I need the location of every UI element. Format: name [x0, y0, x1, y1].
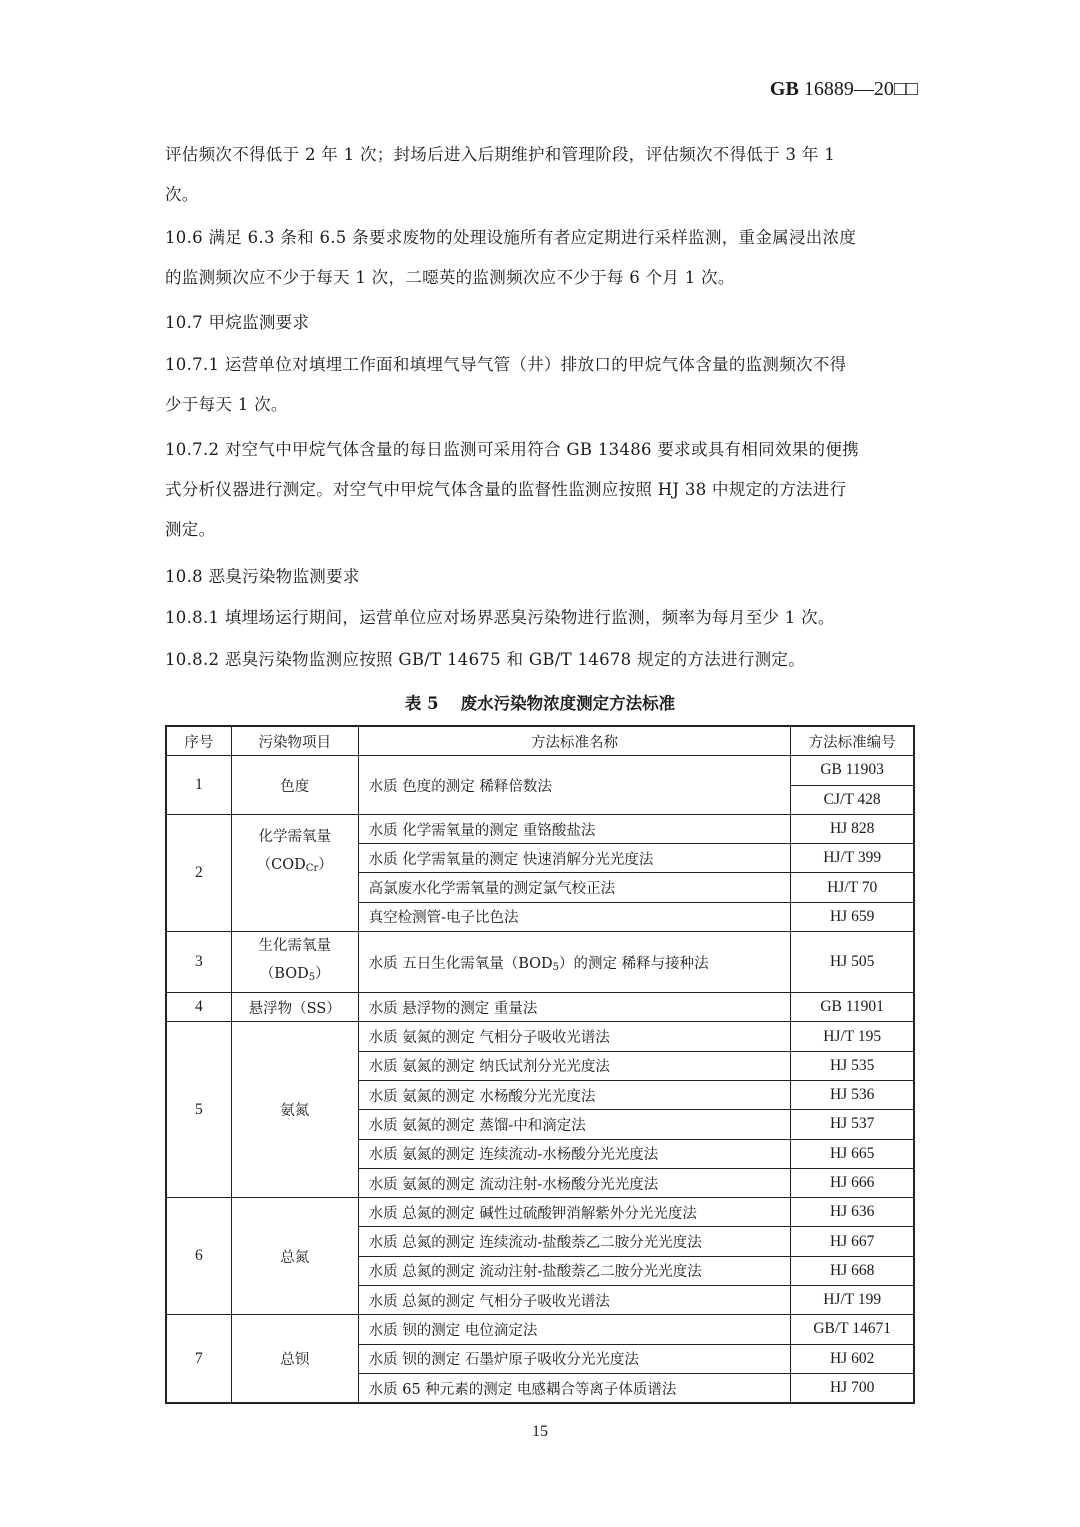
method-name-tail: ）的测定 稀释与接种法: [559, 955, 709, 972]
pollutant-item: 总钡: [231, 1315, 358, 1403]
abbrev-close: ）: [315, 966, 330, 983]
method-code: GB 11903: [791, 756, 914, 785]
table-row: [166, 1022, 914, 1051]
method-name: 真空检测管-电子比色法: [358, 902, 791, 931]
abbrev-subscript: Cr: [305, 862, 319, 874]
table-caption-label: 表 5: [404, 694, 439, 713]
table-row: [166, 814, 914, 843]
method-name: 水质 总氮的测定 气相分子吸收光谱法: [358, 1286, 791, 1315]
method-code: GB/T 14671: [791, 1315, 914, 1344]
method-code: HJ 666: [791, 1168, 914, 1197]
table-caption-title: 废水污染物浓度测定方法标准: [460, 694, 676, 713]
method-code: GB 11901: [791, 993, 914, 1022]
table-row: [166, 756, 914, 785]
method-name: 水质 氨氮的测定 气相分子吸收光谱法: [358, 1022, 791, 1051]
text-line: 的监测频次应不少于每天 1 次，二噁英的监测频次应不少于每 6 个月 1 次。: [165, 268, 735, 287]
methods-table: [165, 725, 915, 1404]
method-code: HJ/T 199: [791, 1286, 914, 1315]
pollutant-abbrev: [232, 960, 358, 992]
standard-prefix: GB: [769, 78, 799, 100]
pollutant-item: [231, 814, 358, 931]
table-header-row: [166, 726, 914, 756]
paragraph-10-7-2: [165, 430, 917, 550]
pollutant-item: 总氮: [231, 1198, 358, 1315]
pollutant-item: 氨氮: [231, 1022, 358, 1198]
text-line: 评估频次不得低于 2 年 1 次；封场后进入后期维护和管理阶段，评估频次不得低于 3 年 1: [165, 145, 836, 164]
method-name: [358, 932, 791, 993]
method-name: 高氯废水化学需氧量的测定氯气校正法: [358, 873, 791, 902]
method-name: 水质 色度的测定 稀释倍数法: [358, 756, 791, 815]
method-code: HJ 537: [791, 1110, 914, 1139]
method-name: 水质 化学需氧量的测定 快速消解分光光度法: [358, 844, 791, 873]
text-line: 10.7 甲烷监测要求: [165, 313, 310, 332]
pollutant-item: 悬浮物（SS）: [231, 993, 358, 1022]
method-code: HJ/T 399: [791, 844, 914, 873]
method-code: CJ/T 428: [791, 785, 914, 814]
method-name: 水质 氨氮的测定 水杨酸分光光度法: [358, 1080, 791, 1109]
text-line: 10.8 恶臭污染物监测要求: [165, 567, 360, 586]
header-no: 序号: [166, 726, 231, 756]
method-name: 水质 总氮的测定 碱性过硫酸钾消解紫外分光光度法: [358, 1198, 791, 1227]
row-no: 2: [166, 814, 231, 931]
abbrev-text: （BOD: [259, 966, 309, 983]
method-name: 水质 氨氮的测定 连续流动-水杨酸分光光度法: [358, 1139, 791, 1168]
pollutant-name: 化学需氧量: [258, 828, 331, 845]
standard-code: [770, 78, 918, 101]
table-row: [166, 932, 914, 993]
method-name: 水质 65 种元素的测定 电感耦合等离子体质谱法: [358, 1373, 791, 1403]
header-method-code: 方法标准编号: [791, 726, 914, 756]
method-code: HJ 536: [791, 1080, 914, 1109]
page-number: 15: [532, 1423, 548, 1440]
pollutant-name: 生化需氧量: [258, 938, 331, 955]
table-caption: [0, 690, 1080, 714]
method-code: HJ 828: [791, 814, 914, 843]
abbrev-close: ）: [318, 856, 333, 873]
pollutant-abbrev: [232, 851, 358, 883]
text-line: 少于每天 1 次。: [165, 395, 288, 414]
method-code: HJ 659: [791, 902, 914, 931]
standard-number: 16889—20□□: [798, 78, 918, 100]
method-code: HJ 602: [791, 1344, 914, 1373]
paragraph-assessment-frequency: [165, 135, 917, 215]
pollutant-item: 色度: [231, 756, 358, 815]
text-line: 10.6 满足 6.3 条和 6.5 条要求废物的处理设施所有者应定期进行采样监测，重金属浸出浓度: [165, 228, 857, 247]
method-code: HJ 667: [791, 1227, 914, 1256]
text-line: 次。: [165, 185, 199, 204]
header-method-name: 方法标准名称: [358, 726, 791, 756]
method-name: 水质 总氮的测定 连续流动-盐酸萘乙二胺分光光度法: [358, 1227, 791, 1256]
method-name: 水质 钡的测定 石墨炉原子吸收分光光度法: [358, 1344, 791, 1373]
text-line: 10.7.1 运营单位对填埋工作面和填埋气导气管（井）排放口的甲烷气体含量的监测频次不得: [165, 355, 847, 374]
method-name: 水质 氨氮的测定 纳氏试剂分光光度法: [358, 1051, 791, 1080]
heading-10-7: [165, 303, 917, 343]
paragraph-10-8-1: [165, 598, 917, 638]
paragraph-10-6: [165, 218, 917, 298]
paragraph-10-7-1: [165, 345, 917, 425]
method-code: HJ 636: [791, 1198, 914, 1227]
method-name: 水质 氨氮的测定 蒸馏-中和滴定法: [358, 1110, 791, 1139]
text-line: 式分析仪器进行测定。对空气中甲烷气体含量的监督性监测应按照 HJ 38 中规定的方法进行: [165, 480, 847, 499]
text-line: 10.8.2 恶臭污染物监测应按照 GB/T 14675 和 GB/T 14678 规定的方法进行测定。: [165, 650, 806, 669]
text-line: 10.8.1 填埋场运行期间，运营单位应对场界恶臭污染物进行监测，频率为每月至少 1 次。: [165, 608, 835, 627]
abbrev-subscript: 5: [308, 972, 316, 984]
method-code: HJ 700: [791, 1373, 914, 1403]
method-name: 水质 氨氮的测定 流动注射-水杨酸分光光度法: [358, 1168, 791, 1197]
table-row: [166, 1315, 914, 1344]
row-no: 3: [166, 932, 231, 993]
row-no: 6: [166, 1198, 231, 1315]
row-no: 7: [166, 1315, 231, 1403]
method-code: HJ 665: [791, 1139, 914, 1168]
method-name: 水质 钡的测定 电位滴定法: [358, 1315, 791, 1344]
method-name: 水质 悬浮物的测定 重量法: [358, 993, 791, 1022]
pollutant-item: [231, 932, 358, 993]
method-code: HJ/T 70: [791, 873, 914, 902]
method-name-subscript: 5: [552, 961, 560, 973]
table-row: [166, 1198, 914, 1227]
method-code: HJ 668: [791, 1256, 914, 1285]
method-code: HJ 535: [791, 1051, 914, 1080]
abbrev-text: （COD: [256, 856, 306, 873]
row-no: 4: [166, 993, 231, 1022]
heading-10-8: [165, 557, 917, 597]
method-code: HJ/T 195: [791, 1022, 914, 1051]
method-name: 水质 化学需氧量的测定 重铬酸盐法: [358, 814, 791, 843]
method-name-text: 水质 五日生化需氧量（BOD: [368, 955, 553, 972]
row-no: 5: [166, 1022, 231, 1198]
text-line: 10.7.2 对空气中甲烷气体含量的每日监测可采用符合 GB 13486 要求或具有相同效果的便携: [165, 440, 859, 459]
method-code: HJ 505: [791, 932, 914, 993]
paragraph-10-8-2: [165, 640, 917, 680]
method-name: 水质 总氮的测定 流动注射-盐酸萘乙二胺分光光度法: [358, 1256, 791, 1285]
row-no: 1: [166, 756, 231, 815]
table-row: [166, 993, 914, 1022]
text-line: 测定。: [165, 520, 216, 539]
header-pollutant: 污染物项目: [231, 726, 358, 756]
